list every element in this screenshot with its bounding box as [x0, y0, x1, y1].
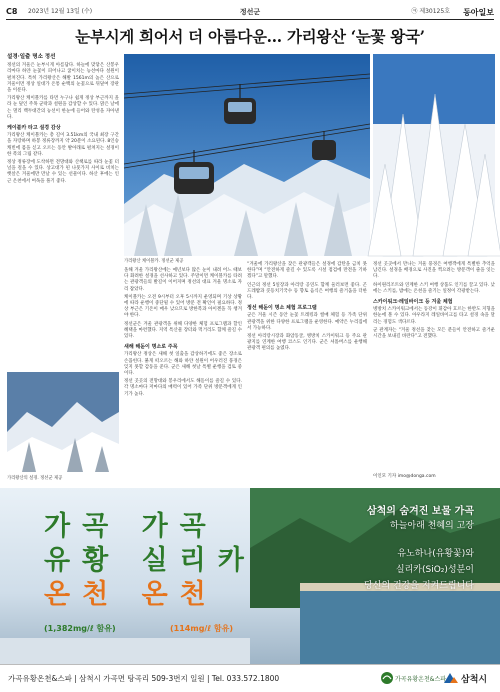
- samcheok-logo: [442, 669, 494, 687]
- paragraph: “겨울에 가리왕산을 찾은 관광객들은 설경에 감탄을 금치 못한다”며 “안전하게 즐길 수 있도록 시설 점검에 만전을 기하겠다”고 말했다.: [247, 262, 367, 280]
- paragraph: 군은 겨울 시즌 동안 눈꽃 트레킹과 썰매 체험 등 가족 단위 관광객을 위한 다양한 프로그램을 운영한다. 예약은 누리집에서 가능하다.: [247, 313, 367, 331]
- ad-right-3: 유노하나(유황꽃)와: [397, 549, 474, 559]
- article-column-2: [124, 268, 242, 483]
- paragraph: 인근의 정선 5일장과 아리랑 공연도 함께 둘러보면 좋다. 곤드레밥과 콧등치기국수 등 향토 음식은 여행의 즐거움을 더한다.: [247, 282, 367, 301]
- ad-line-3: 온천 온천: [44, 579, 218, 610]
- subheading: 새해 해돋이 명소로 주목: [124, 344, 178, 351]
- ad-spec-1: (1,382mg/ℓ 함유): [44, 624, 116, 633]
- subheading: 케이블카 타고 설경 감상: [7, 125, 61, 132]
- ad-right-2: 하늘아래 천혜의 고장: [390, 521, 474, 531]
- ad-right-1: 삼척의 숨겨진 보물 가곡: [366, 506, 474, 517]
- paragraph: 정선 아리랑시장과 화암동굴, 병방치 스카이워크 등 주요 관광지를 연계한 여행 코스도 인기다. 군은 셔틀버스를 운행해 관광객 편의를 높였다.: [247, 334, 367, 352]
- paragraph: 병방치 스카이워크에서는 동강이 휘감아 흐르는 한반도 지형을 한눈에 볼 수 있다. 아우라지 레일바이크를 타고 설경 속을 달리는 경험도 색다르다.: [373, 307, 495, 325]
- registration-number: ㉪ 제30125호: [411, 8, 450, 15]
- subheading: 정선 해돋이 명소 체험 프로그램: [247, 305, 317, 312]
- hot-spring-logo: [380, 669, 447, 687]
- paragraph: 정선 곳곳에서 만나는 겨울 풍경은 여행객에게 특별한 추억을 남긴다. 설경을 배경으로 사진을 찍으려는 방문객이 줄을 잇는다.: [373, 262, 495, 280]
- ad-line-1: 가곡 가곡: [44, 511, 218, 542]
- paragraph: 케이블카는 오전 9시부터 오후 5시까지 운영되며 기상 상황에 따라 운행이 중단될 수 있어 방문 전 확인이 필요하다. 정상 부근은 기온이 매우 낮으므로 방한복과 아이젠을 꼭 챙겨야 한다.: [124, 294, 242, 319]
- snow-trees-photo: [373, 54, 495, 256]
- page-header: [6, 6, 494, 18]
- paragraph: 정선 곳곳의 전망대와 봉우리에서도 해돋이를 즐길 수 있다. 각 명소마다 저마다의 매력이 있어 가족 단위 방문객에게 인기가 높다.: [124, 379, 242, 397]
- column-lead: 설경·일출 명소 정선: [7, 54, 56, 60]
- paragraph: 올해 겨울 가리왕산에는 예년보다 많은 눈이 내려 어느 때보다 화려한 설경을 선사하고 있다. 주말이면 케이블카를 타려는 관광객들의 발길이 이어지며 정선의 대표 겨울 명소로 자리 잡았다.: [124, 268, 242, 292]
- subheading: 스카이워크·레일바이크 등 겨울 체험: [373, 299, 453, 306]
- photo-caption: 가리왕산 케이블카. 정선군 제공: [124, 259, 184, 264]
- logo1-text: 가곡유황온천&스파: [395, 676, 447, 683]
- ad-right-4: 실리카(SiO₂)성분이: [395, 565, 474, 575]
- ad-line-2: 유황 실리카: [44, 545, 256, 576]
- hot-spring-ad: [0, 488, 500, 664]
- photo-caption-left: 가리왕산의 설경. 정선군 제공: [7, 476, 63, 481]
- byline: 이인모 기자 imo@donga.com: [373, 474, 436, 479]
- paragraph: 가리왕산 케이블카를 타면 누구나 쉽게 정상 부근까지 올라 눈 덮인 주목 군락과 설원을 감상할 수 있다. 맑은 날에는 멀리 백두대간의 능선이 한눈에 들어와 탄성을 자아낸다.: [7, 96, 119, 120]
- paragraph: 하이원리조트와 연계한 스키 여행 상품도 인기를 끌고 있다. 낮에는 스키를, 밤에는 온천을 즐기는 일정이 각광받는다.: [373, 282, 495, 294]
- page-number: C8: [6, 7, 18, 16]
- paragraph: 정선군은 겨울 관광객을 위해 다양한 체험 프로그램과 할인 혜택을 마련했다. 지역 특산물 장터와 먹거리도 함께 즐길 수 있다.: [124, 321, 242, 340]
- newspaper-brand: 동아일보: [463, 7, 494, 17]
- paragraph: 군 관계자는 “겨울 정선을 찾는 모든 분들이 안전하고 즐거운 시간을 보내길 바란다”고 전했다.: [373, 327, 495, 340]
- issue-date: 2023년 12월 13일 (수): [28, 8, 93, 15]
- cable-car-photo: [124, 54, 370, 256]
- logo2-text: 삼척시: [461, 675, 488, 685]
- ad-contact: 가곡유황온천&스파 | 삼척시 가곡면 탕곡리 509-3번지 일원 | Tel. 033.572.1800: [8, 674, 280, 683]
- article-column-3: [247, 262, 367, 483]
- paragraph: 정선의 겨울은 눈부시게 아름답다. 하늘에 맞닿은 산봉우리마다 하얀 눈꽃이 피어나고 굽이치는 능선마다 설원이 펼쳐진다. 특히 가리왕산은 해발 1561m의 높은 산으로 겨울이면 정상 일대가 온통 순백의 눈꽃으로 뒤덮여 장관을 이룬다.: [7, 63, 119, 94]
- article-column-1: [7, 54, 119, 366]
- headline: 눈부시게 희어서 더 아름다운… 가리왕산 ‘눈꽃 왕국’: [75, 27, 425, 46]
- paragraph: 정상 정류장에 도착하면 전망대와 산책로를 따라 눈꽃 터널을 걸을 수 있다. 상고대가 핀 나뭇가지 사이로 비치는 햇살은 겨울에만 만날 수 있는 선물이다. 하산 후에는 인근 온천에서 여독을 풀기 좋다.: [7, 160, 119, 184]
- header-rule: [6, 19, 494, 20]
- paragraph: 가리왕산 정상은 새해 첫 일출을 감상하기에도 좋은 장소로 손꼽힌다. 붉게 떠오르는 해와 하얀 설원이 어우러진 풍경은 잊지 못할 감동을 준다. 군은 새해 첫날 특별 운행을 검토 중이다.: [124, 352, 242, 377]
- paragraph: 가리왕산 케이블카는 총 길이 3.51km의 국내 최장 구간을 자랑하며 하봉 정류장까지 약 20분이 소요된다. 8인승 캐빈에 몸을 싣고 오르는 동안 발아래로 펼쳐지는 설경이 한 폭의 그림 같다.: [7, 133, 119, 157]
- article-column-4: [373, 262, 495, 472]
- ad-right-5: 당신의 건강을 지켜드립니다: [363, 581, 474, 591]
- ad-spec-2: (114mg/ℓ 함유): [170, 624, 234, 633]
- section-title: 정선군: [239, 8, 261, 16]
- ad-footer: [0, 664, 500, 692]
- snow-mountain-photo: [7, 372, 119, 472]
